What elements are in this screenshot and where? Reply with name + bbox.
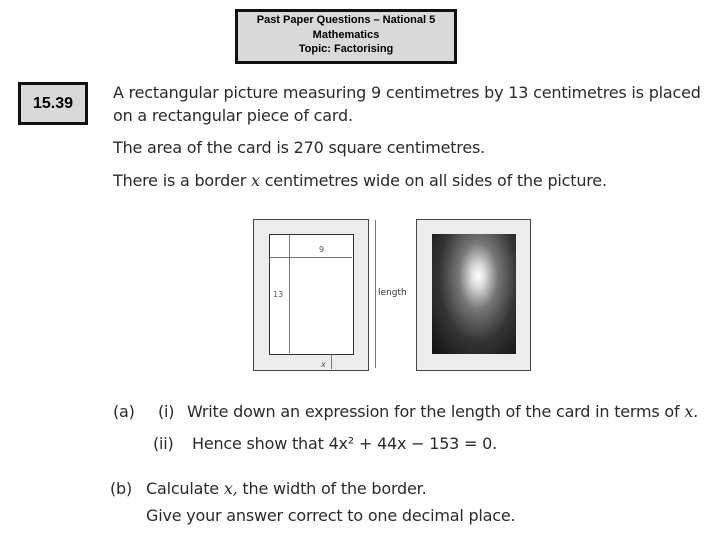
width-label: 9 xyxy=(319,245,325,254)
part-ai-label: (i) xyxy=(158,402,175,421)
part-ai-body: Write down an expression for the length of the card in terms of xyxy=(187,402,685,421)
part-a-label: (a) xyxy=(113,402,135,421)
intro-line-1: A rectangular picture measuring 9 centimetres by 13 centimetres is placed xyxy=(113,83,701,102)
part-b-body: Calculate xyxy=(146,479,224,498)
border-statement xyxy=(113,171,607,190)
question-number: 15.39 xyxy=(18,82,88,125)
border-var: x xyxy=(250,171,260,190)
title-line-3: Topic: Factorising xyxy=(298,43,394,55)
height-label: 13 xyxy=(273,290,284,299)
part-ai-text xyxy=(187,402,698,421)
part-b-var: x, xyxy=(223,479,238,498)
part-b-text xyxy=(146,479,426,498)
title-box xyxy=(235,9,457,64)
picture-image xyxy=(432,234,516,354)
part-b-body-2: the width of the border. xyxy=(237,479,427,498)
part-aii-label: (ii) xyxy=(153,434,174,453)
title-line-1: Past Paper Questions – National 5 xyxy=(256,14,436,26)
border-text-a: There is a border xyxy=(113,171,251,190)
part-aii-text xyxy=(192,434,497,453)
part-aii-body: Hence show that xyxy=(192,434,329,453)
length-label: length xyxy=(378,288,407,298)
part-b-label: (b) xyxy=(110,479,133,498)
border-label: x xyxy=(321,360,326,369)
border-text-b: centimetres wide on all sides of the picture. xyxy=(259,171,607,190)
part-ai-var: x. xyxy=(684,402,699,421)
title-line-2: Mathematics xyxy=(312,28,380,41)
area-statement: The area of the card is 270 square centimetres. xyxy=(113,138,485,157)
equation: 4x² + 44x − 153 = 0. xyxy=(328,434,497,453)
part-b-line-2: Give your answer correct to one decimal place. xyxy=(146,506,516,525)
intro-line-2: on a rectangular piece of card. xyxy=(113,106,353,125)
